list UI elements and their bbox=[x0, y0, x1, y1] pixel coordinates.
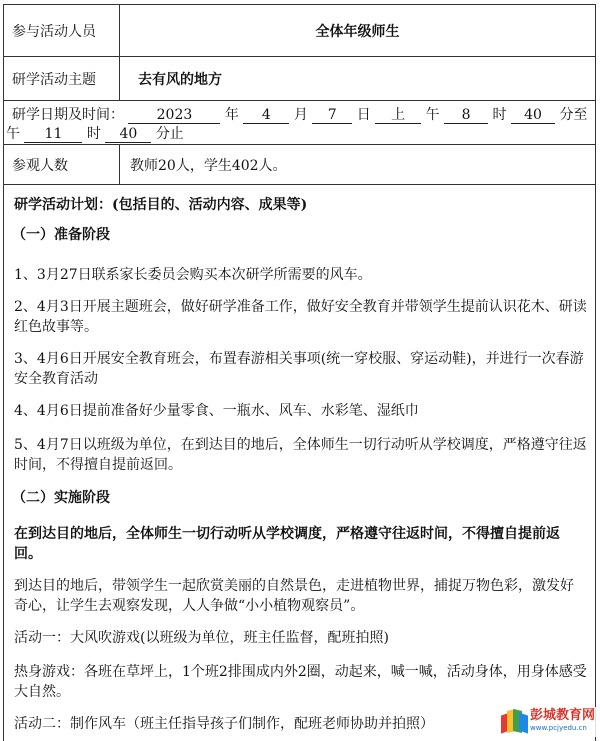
date-minute-end-unit: 分止 bbox=[155, 126, 184, 142]
date-minute-end: 40 bbox=[105, 126, 151, 143]
stage2-paragraph-3: 热身游戏：各班在草坪上，1个班2排围成内外2圈，动起来，喊一喊，活动身体，用身体感受大自然。 bbox=[14, 664, 587, 700]
book-logo-icon bbox=[500, 709, 526, 735]
date-month-unit: 月 bbox=[293, 107, 308, 123]
date-hour-end: 11 bbox=[24, 126, 82, 143]
stage2-title: （二）实施阶段 bbox=[12, 490, 110, 506]
date-month: 4 bbox=[243, 107, 289, 124]
watermark-name: 彭城教育网 bbox=[530, 708, 596, 723]
date-period-end-unit: 午 bbox=[6, 126, 20, 142]
stage1-title: （一）准备阶段 bbox=[12, 227, 110, 243]
stage1-item-2: 2、4月3日开展主题班会，做好研学准备工作，做好安全教育并带领学生提前认识花木、研读红色故事等。 bbox=[14, 299, 587, 335]
stage2-bold-note: 在到达目的地后，全体师生一切行动听从学校调度，严格遵守往返时间，不得擅自提前返回。 bbox=[14, 526, 560, 562]
date-minute-start-unit: 分至 bbox=[559, 107, 588, 123]
stage1-item-4: 4、4月6日提前准备好少量零食、一瓶水、风车、水彩笔、湿纸巾 bbox=[14, 403, 419, 419]
date-day-unit: 日 bbox=[356, 107, 371, 123]
activity-form bbox=[3, 4, 596, 741]
date-hour-start: 8 bbox=[444, 107, 488, 124]
date-hour-end-unit: 时 bbox=[86, 126, 101, 142]
stage1-item-1: 1、3月27日联系家长委员会购买本次研学所需要的风车。 bbox=[14, 267, 372, 283]
date-period-start: 上 bbox=[375, 107, 421, 124]
plan-heading: 研学活动计划：(包括目的、活动内容、成果等) bbox=[14, 197, 308, 213]
theme-value: 去有风的地方 bbox=[138, 71, 222, 88]
stage1-item-5: 5、4月7日以班级为单位，在到达目的地后，全体师生一切行动听从学校调度，严格遵守往返时间，不得擅自提前返回。 bbox=[14, 437, 587, 473]
site-watermark bbox=[500, 707, 596, 737]
stage2-paragraph-2: 活动一：大风吹游戏(以班级为单位，班主任监督，配班拍照) bbox=[14, 630, 389, 646]
participants-label: 参与活动人员 bbox=[4, 5, 120, 56]
theme-row bbox=[4, 57, 595, 101]
date-minute-start: 40 bbox=[511, 107, 555, 124]
date-label: 研学日期及时间： bbox=[12, 107, 124, 123]
visitors-value: 教师20人，学生402人。 bbox=[130, 157, 287, 174]
stage2-paragraph-4: 活动二：制作风车（班主任指导孩子们制作，配班老师协助并拍照） bbox=[14, 716, 434, 732]
date-line-2 bbox=[6, 123, 184, 143]
date-period-start-unit: 午 bbox=[425, 107, 440, 123]
stage2-paragraph-1: 到达目的地后，带领学生一起欣赏美丽的自然景色，走进植物世界，捕捉万物色彩，激发好奇心，让学生去观察发现，人人争做“小小植物观察员”。 bbox=[14, 578, 574, 614]
theme-label: 研学活动主题 bbox=[4, 57, 120, 100]
participants-row bbox=[4, 5, 595, 57]
visitors-row bbox=[4, 145, 595, 185]
visitors-label: 参观人数 bbox=[4, 145, 120, 184]
stage1-item-3: 3、4月6日开展安全教育班会，布置春游相关事项(统一穿校服、穿运动鞋)，并进行一次春游安全教育活动 bbox=[14, 351, 584, 387]
watermark-url: www.pcjyedu.cn bbox=[530, 724, 587, 732]
date-row bbox=[4, 101, 595, 145]
date-day: 7 bbox=[312, 107, 352, 124]
date-year: 2023 bbox=[128, 107, 220, 124]
date-hour-start-unit: 时 bbox=[492, 107, 507, 123]
date-year-unit: 年 bbox=[224, 107, 239, 123]
participants-value: 全体年级师生 bbox=[315, 23, 400, 40]
date-line-1 bbox=[12, 104, 587, 124]
